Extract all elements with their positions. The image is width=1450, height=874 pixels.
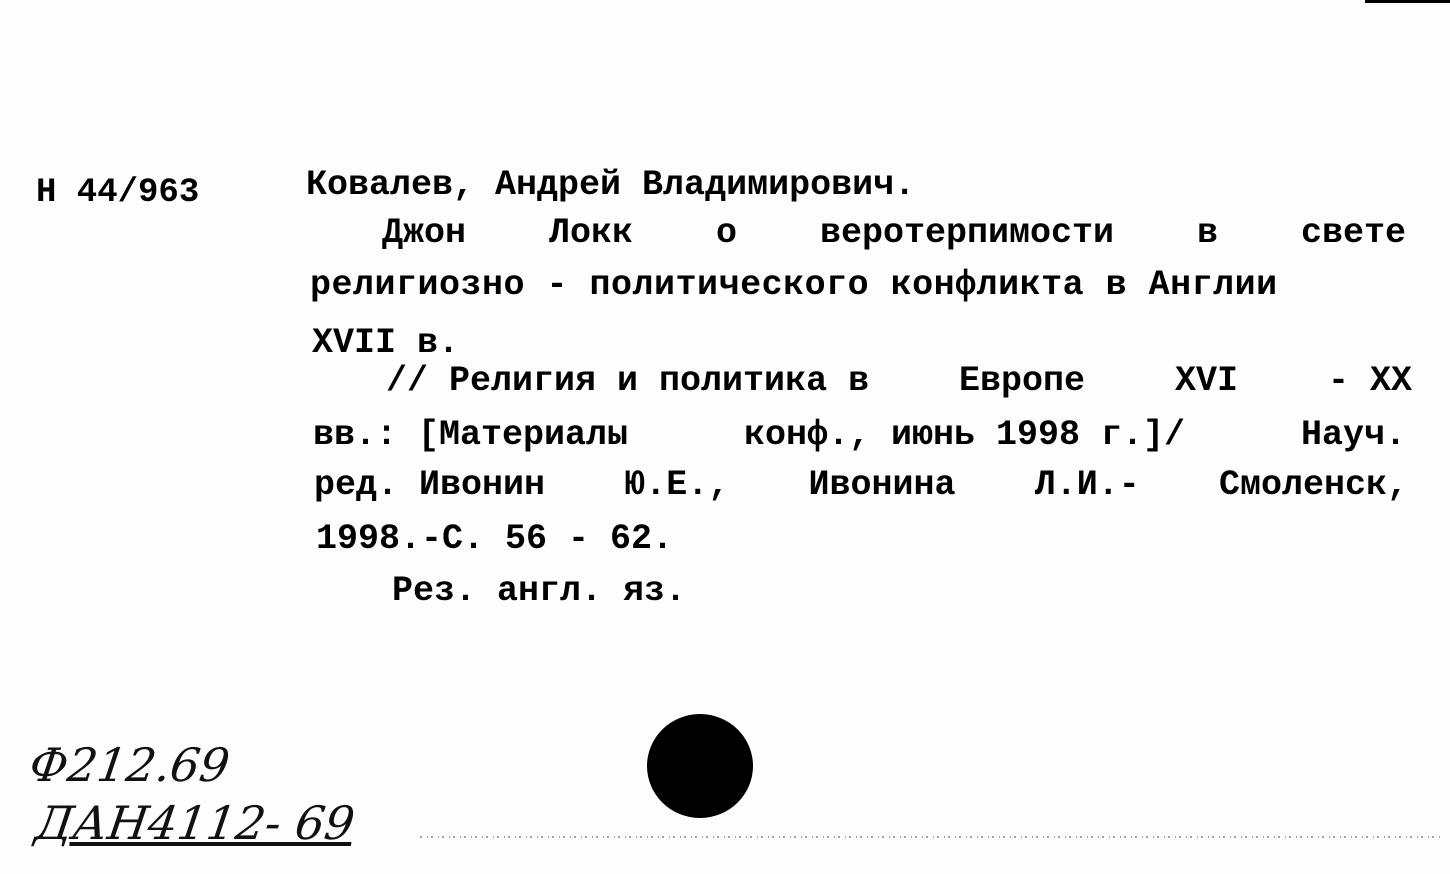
source-segment: - XX	[1327, 361, 1412, 401]
source-line-4: 1998.-С. 56 - 62.	[316, 519, 674, 559]
handwritten-inventory-number: ДАН4112- 69	[32, 796, 358, 850]
punch-hole	[647, 714, 753, 818]
title-word: веротерпимости	[819, 213, 1115, 253]
shelfmark: Н 44/963	[36, 174, 200, 212]
source-segment: Смоленск,	[1218, 465, 1408, 505]
title-word: о	[715, 213, 737, 253]
title-line-3: XVII в.	[312, 323, 460, 363]
source-segment: Ивонина	[808, 465, 956, 505]
title-word: Локк	[548, 213, 633, 253]
source-segment: Ю.Е.,	[624, 465, 730, 505]
source-segment: Европе	[959, 361, 1086, 401]
title-line-1	[382, 213, 1406, 253]
scan-speckle	[420, 832, 1440, 842]
language-note: Рез. англ. яз.	[392, 571, 687, 611]
source-segment: XVI	[1175, 361, 1239, 401]
source-line-2	[313, 415, 1406, 455]
handwritten-classification: Ф212.69	[26, 738, 233, 792]
source-segment: // Религия и политика в	[386, 361, 870, 401]
source-line-1	[386, 361, 1412, 401]
source-segment: вв.: [Материалы	[313, 415, 629, 455]
title-word: свете	[1300, 213, 1406, 253]
title-word: Джон	[382, 213, 467, 253]
title-line-2: религиозно - политического конфликта в Англии	[310, 265, 1278, 305]
title-word: в	[1196, 213, 1218, 253]
author-heading: Ковалев, Андрей Владимирович.	[306, 165, 916, 205]
top-edge-rule	[1365, 0, 1450, 3]
source-segment: Науч.	[1300, 415, 1406, 455]
source-segment: ред. Ивонин	[314, 465, 546, 505]
source-segment: конф., июнь 1998 г.]/	[743, 415, 1186, 455]
source-line-3	[314, 465, 1408, 505]
source-segment: Л.И.-	[1034, 465, 1140, 505]
